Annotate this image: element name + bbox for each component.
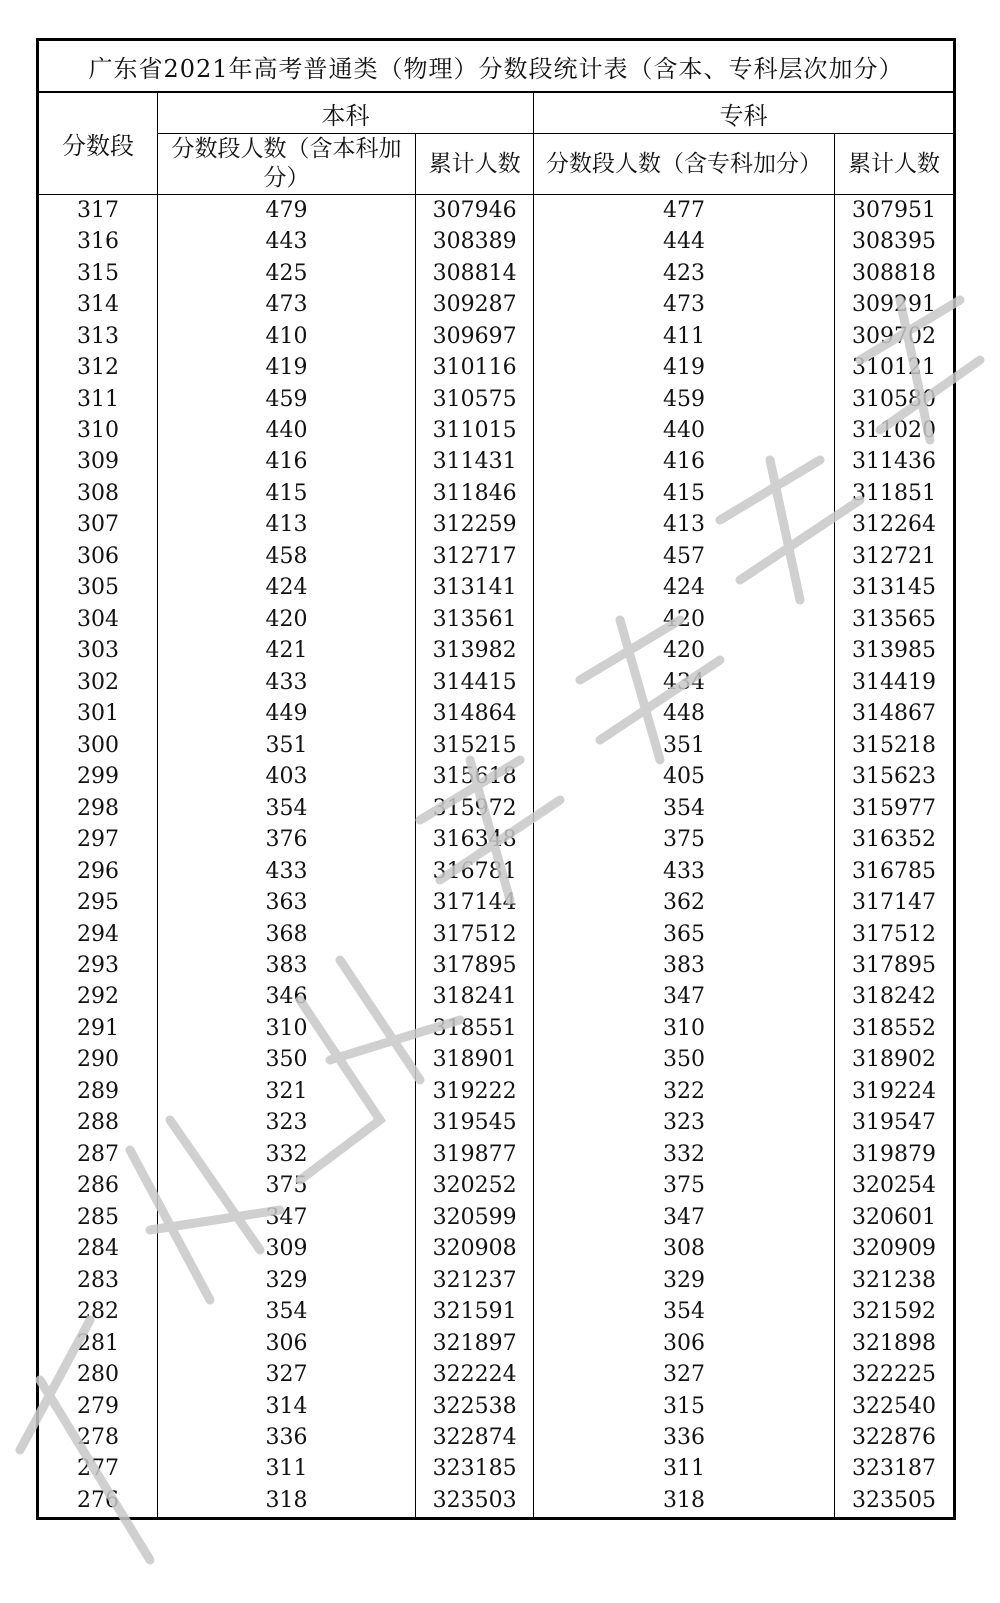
table-row bbox=[39, 761, 954, 792]
zhuanke-count-cell: 440 bbox=[534, 415, 835, 446]
benke-cumulative-cell: 322874 bbox=[416, 1422, 534, 1453]
score-cell: 289 bbox=[39, 1076, 158, 1107]
benke-count-cell: 306 bbox=[157, 1328, 415, 1359]
zhuanke-count-cell: 354 bbox=[534, 1296, 835, 1327]
table-row bbox=[39, 793, 954, 824]
zhuanke-count-cell: 457 bbox=[534, 541, 835, 572]
score-cell: 298 bbox=[39, 793, 158, 824]
benke-count-cell: 346 bbox=[157, 982, 415, 1013]
zhuanke-count-cell: 310 bbox=[534, 1013, 835, 1044]
score-cell: 294 bbox=[39, 919, 158, 950]
table-row bbox=[39, 1139, 954, 1170]
zhuanke-cumulative-cell: 310121 bbox=[834, 352, 953, 383]
zhuanke-header: 专科 bbox=[534, 92, 954, 134]
benke-count-cell: 327 bbox=[157, 1359, 415, 1390]
benke-count-cell: 311 bbox=[157, 1454, 415, 1485]
benke-count-cell: 354 bbox=[157, 793, 415, 824]
score-cell: 313 bbox=[39, 321, 158, 352]
benke-count-cell: 332 bbox=[157, 1139, 415, 1170]
benke-cumulative-cell: 313141 bbox=[416, 573, 534, 604]
table-row bbox=[39, 667, 954, 698]
benke-cumulative-cell: 320252 bbox=[416, 1171, 534, 1202]
benke-count-cell: 375 bbox=[157, 1171, 415, 1202]
benke-count-cell: 443 bbox=[157, 226, 415, 257]
zhuanke-count-cell: 434 bbox=[534, 667, 835, 698]
benke-count-cell: 368 bbox=[157, 919, 415, 950]
zhuanke-cumulative-cell: 319547 bbox=[834, 1108, 953, 1139]
benke-count-cell: 376 bbox=[157, 824, 415, 855]
zhuanke-count-cell: 420 bbox=[534, 636, 835, 667]
benke-cumulative-cell: 320908 bbox=[416, 1233, 534, 1264]
zhuanke-count-cell: 315 bbox=[534, 1391, 835, 1422]
score-cell: 276 bbox=[39, 1485, 158, 1517]
zhuanke-cumulative-cell: 313145 bbox=[834, 573, 953, 604]
zhuanke-count-cell: 416 bbox=[534, 447, 835, 478]
benke-cumulative-cell: 314864 bbox=[416, 699, 534, 730]
benke-count-cell: 383 bbox=[157, 950, 415, 981]
benke-cumulative-cell: 314415 bbox=[416, 667, 534, 698]
zhuanke-count-cell: 477 bbox=[534, 195, 835, 227]
benke-count-cell: 419 bbox=[157, 352, 415, 383]
benke-cumulative-cell: 322224 bbox=[416, 1359, 534, 1390]
benke-count-cell: 309 bbox=[157, 1233, 415, 1264]
zhuanke-cumulative-cell: 323187 bbox=[834, 1454, 953, 1485]
zhuanke-cumulative-cell: 317895 bbox=[834, 950, 953, 981]
zhuanke-count-cell: 362 bbox=[534, 887, 835, 918]
benke-cumulative-cell: 319222 bbox=[416, 1076, 534, 1107]
score-cell: 285 bbox=[39, 1202, 158, 1233]
zhuanke-count-cell: 329 bbox=[534, 1265, 835, 1296]
score-cell: 310 bbox=[39, 415, 158, 446]
table-row bbox=[39, 856, 954, 887]
table-row bbox=[39, 824, 954, 855]
benke-cumulative-cell: 310116 bbox=[416, 352, 534, 383]
zhuanke-cumulative-cell: 313565 bbox=[834, 604, 953, 635]
benke-count-cell: 440 bbox=[157, 415, 415, 446]
zhuanke-count-cell: 350 bbox=[534, 1045, 835, 1076]
score-cell: 305 bbox=[39, 573, 158, 604]
score-cell: 317 bbox=[39, 195, 158, 227]
zhuanke-cumulative-cell: 307951 bbox=[834, 195, 953, 227]
score-cell: 284 bbox=[39, 1233, 158, 1264]
score-cell: 301 bbox=[39, 699, 158, 730]
zhuanke-cumulative-cell: 317147 bbox=[834, 887, 953, 918]
benke-count-cell: 449 bbox=[157, 699, 415, 730]
zhuanke-count-cell: 347 bbox=[534, 982, 835, 1013]
zhuanke-cumulative-cell: 313985 bbox=[834, 636, 953, 667]
benke-count-cell: 336 bbox=[157, 1422, 415, 1453]
benke-cumulative-cell: 323503 bbox=[416, 1485, 534, 1517]
zhuanke-cumulative-cell: 320254 bbox=[834, 1171, 953, 1202]
score-cell: 297 bbox=[39, 824, 158, 855]
table-row bbox=[39, 1454, 954, 1485]
table-body bbox=[39, 195, 954, 1518]
zhuanke-cumulative-cell: 315218 bbox=[834, 730, 953, 761]
benke-cumulative-cell: 319877 bbox=[416, 1139, 534, 1170]
benke-cumulative-cell: 307946 bbox=[416, 195, 534, 227]
zhuanke-cumulative-cell: 323505 bbox=[834, 1485, 953, 1517]
score-cell: 292 bbox=[39, 982, 158, 1013]
benke-count-cell: 420 bbox=[157, 604, 415, 635]
benke-header: 本科 bbox=[157, 92, 533, 134]
table-title: 广东省2021年高考普通类（物理）分数段统计表（含本、专科层次加分） bbox=[39, 41, 954, 93]
score-cell: 309 bbox=[39, 447, 158, 478]
score-cell: 307 bbox=[39, 510, 158, 541]
benke-cumulative-cell: 313982 bbox=[416, 636, 534, 667]
benke-cumulative-cell: 312717 bbox=[416, 541, 534, 572]
score-cell: 287 bbox=[39, 1139, 158, 1170]
zhuanke-count-cell: 411 bbox=[534, 321, 835, 352]
zhuanke-count-cell: 375 bbox=[534, 1171, 835, 1202]
score-cell: 314 bbox=[39, 289, 158, 320]
score-cell: 316 bbox=[39, 226, 158, 257]
benke-cumulative-cell: 319545 bbox=[416, 1108, 534, 1139]
table-row bbox=[39, 478, 954, 509]
score-cell: 296 bbox=[39, 856, 158, 887]
table-row bbox=[39, 415, 954, 446]
benke-count-cell: 413 bbox=[157, 510, 415, 541]
zhuanke-count-cell: 318 bbox=[534, 1485, 835, 1517]
table-row bbox=[39, 982, 954, 1013]
table-row bbox=[39, 699, 954, 730]
zhuanke-cumulative-cell: 314419 bbox=[834, 667, 953, 698]
table-row bbox=[39, 258, 954, 289]
benke-cumulative-cell: 308389 bbox=[416, 226, 534, 257]
zhuanke-cumulative-header: 累计人数 bbox=[834, 134, 953, 195]
benke-cumulative-cell: 318551 bbox=[416, 1013, 534, 1044]
score-cell: 306 bbox=[39, 541, 158, 572]
benke-count-cell: 350 bbox=[157, 1045, 415, 1076]
benke-count-cell: 424 bbox=[157, 573, 415, 604]
score-cell: 302 bbox=[39, 667, 158, 698]
zhuanke-count-cell: 323 bbox=[534, 1108, 835, 1139]
score-cell: 280 bbox=[39, 1359, 158, 1390]
zhuanke-count-cell: 322 bbox=[534, 1076, 835, 1107]
benke-count-cell: 329 bbox=[157, 1265, 415, 1296]
benke-count-cell: 310 bbox=[157, 1013, 415, 1044]
score-cell: 281 bbox=[39, 1328, 158, 1359]
table-row bbox=[39, 950, 954, 981]
benke-cumulative-cell: 312259 bbox=[416, 510, 534, 541]
benke-count-cell: 354 bbox=[157, 1296, 415, 1327]
benke-cumulative-cell: 317512 bbox=[416, 919, 534, 950]
table-row bbox=[39, 1359, 954, 1390]
benke-cumulative-cell: 310575 bbox=[416, 384, 534, 415]
benke-count-cell: 363 bbox=[157, 887, 415, 918]
benke-count-cell: 473 bbox=[157, 289, 415, 320]
table-row bbox=[39, 289, 954, 320]
zhuanke-cumulative-cell: 309702 bbox=[834, 321, 953, 352]
table-row bbox=[39, 1045, 954, 1076]
zhuanke-cumulative-cell: 316352 bbox=[834, 824, 953, 855]
benke-count-cell: 433 bbox=[157, 667, 415, 698]
score-cell: 279 bbox=[39, 1391, 158, 1422]
zhuanke-cumulative-cell: 309291 bbox=[834, 289, 953, 320]
zhuanke-cumulative-cell: 311436 bbox=[834, 447, 953, 478]
table-row bbox=[39, 887, 954, 918]
zhuanke-count-cell: 308 bbox=[534, 1233, 835, 1264]
zhuanke-count-cell: 415 bbox=[534, 478, 835, 509]
table-row bbox=[39, 1171, 954, 1202]
table-row bbox=[39, 1233, 954, 1264]
table-row bbox=[39, 226, 954, 257]
benke-count-cell: 415 bbox=[157, 478, 415, 509]
zhuanke-count-cell: 354 bbox=[534, 793, 835, 824]
benke-count-cell: 458 bbox=[157, 541, 415, 572]
table-row bbox=[39, 447, 954, 478]
zhuanke-cumulative-cell: 318902 bbox=[834, 1045, 953, 1076]
score-cell: 283 bbox=[39, 1265, 158, 1296]
zhuanke-cumulative-cell: 308395 bbox=[834, 226, 953, 257]
benke-count-cell: 425 bbox=[157, 258, 415, 289]
zhuanke-cumulative-cell: 322540 bbox=[834, 1391, 953, 1422]
zhuanke-cumulative-cell: 311851 bbox=[834, 478, 953, 509]
benke-cumulative-header: 累计人数 bbox=[416, 134, 534, 195]
table-row bbox=[39, 321, 954, 352]
benke-count-cell: 433 bbox=[157, 856, 415, 887]
benke-cumulative-cell: 321897 bbox=[416, 1328, 534, 1359]
zhuanke-cumulative-cell: 308818 bbox=[834, 258, 953, 289]
benke-cumulative-cell: 311846 bbox=[416, 478, 534, 509]
score-cell: 286 bbox=[39, 1171, 158, 1202]
zhuanke-cumulative-cell: 315977 bbox=[834, 793, 953, 824]
benke-count-cell: 416 bbox=[157, 447, 415, 478]
zhuanke-cumulative-cell: 321592 bbox=[834, 1296, 953, 1327]
zhuanke-count-cell: 419 bbox=[534, 352, 835, 383]
zhuanke-count-cell: 347 bbox=[534, 1202, 835, 1233]
benke-cumulative-cell: 315618 bbox=[416, 761, 534, 792]
score-cell: 300 bbox=[39, 730, 158, 761]
zhuanke-count-cell: 424 bbox=[534, 573, 835, 604]
score-cell: 299 bbox=[39, 761, 158, 792]
table-row bbox=[39, 1296, 954, 1327]
benke-count-cell: 403 bbox=[157, 761, 415, 792]
benke-count-cell: 459 bbox=[157, 384, 415, 415]
table-row bbox=[39, 1076, 954, 1107]
zhuanke-cumulative-cell: 319224 bbox=[834, 1076, 953, 1107]
benke-cumulative-cell: 311431 bbox=[416, 447, 534, 478]
zhuanke-count-cell: 433 bbox=[534, 856, 835, 887]
benke-cumulative-cell: 315215 bbox=[416, 730, 534, 761]
table-row bbox=[39, 352, 954, 383]
benke-cumulative-cell: 322538 bbox=[416, 1391, 534, 1422]
zhuanke-count-cell: 405 bbox=[534, 761, 835, 792]
benke-count-cell: 323 bbox=[157, 1108, 415, 1139]
score-cell: 290 bbox=[39, 1045, 158, 1076]
benke-cumulative-cell: 316781 bbox=[416, 856, 534, 887]
zhuanke-count-header: 分数段人数（含专科加分） bbox=[534, 134, 835, 195]
benke-count-cell: 351 bbox=[157, 730, 415, 761]
score-cell: 312 bbox=[39, 352, 158, 383]
zhuanke-count-cell: 383 bbox=[534, 950, 835, 981]
zhuanke-count-cell: 444 bbox=[534, 226, 835, 257]
table-row bbox=[39, 573, 954, 604]
table-row bbox=[39, 1108, 954, 1139]
score-cell: 277 bbox=[39, 1454, 158, 1485]
score-cell: 308 bbox=[39, 478, 158, 509]
benke-count-cell: 321 bbox=[157, 1076, 415, 1107]
table-row bbox=[39, 541, 954, 572]
zhuanke-cumulative-cell: 322876 bbox=[834, 1422, 953, 1453]
table-row bbox=[39, 604, 954, 635]
benke-cumulative-cell: 321237 bbox=[416, 1265, 534, 1296]
zhuanke-count-cell: 375 bbox=[534, 824, 835, 855]
zhuanke-cumulative-cell: 314867 bbox=[834, 699, 953, 730]
table-row bbox=[39, 1328, 954, 1359]
benke-count-header: 分数段人数（含本科加分） bbox=[157, 134, 415, 195]
zhuanke-count-cell: 423 bbox=[534, 258, 835, 289]
table-row bbox=[39, 510, 954, 541]
zhuanke-cumulative-cell: 319879 bbox=[834, 1139, 953, 1170]
benke-count-cell: 347 bbox=[157, 1202, 415, 1233]
zhuanke-cumulative-cell: 317512 bbox=[834, 919, 953, 950]
zhuanke-count-cell: 365 bbox=[534, 919, 835, 950]
zhuanke-cumulative-cell: 316785 bbox=[834, 856, 953, 887]
zhuanke-cumulative-cell: 310580 bbox=[834, 384, 953, 415]
zhuanke-cumulative-cell: 320909 bbox=[834, 1233, 953, 1264]
benke-cumulative-cell: 317144 bbox=[416, 887, 534, 918]
table-row bbox=[39, 1202, 954, 1233]
zhuanke-count-cell: 448 bbox=[534, 699, 835, 730]
score-cell: 295 bbox=[39, 887, 158, 918]
zhuanke-count-cell: 327 bbox=[534, 1359, 835, 1390]
zhuanke-cumulative-cell: 320601 bbox=[834, 1202, 953, 1233]
zhuanke-count-cell: 306 bbox=[534, 1328, 835, 1359]
score-cell: 282 bbox=[39, 1296, 158, 1327]
zhuanke-count-cell: 413 bbox=[534, 510, 835, 541]
score-cell: 288 bbox=[39, 1108, 158, 1139]
zhuanke-cumulative-cell: 321238 bbox=[834, 1265, 953, 1296]
score-cell: 291 bbox=[39, 1013, 158, 1044]
table-row bbox=[39, 919, 954, 950]
zhuanke-cumulative-cell: 312264 bbox=[834, 510, 953, 541]
benke-cumulative-cell: 320599 bbox=[416, 1202, 534, 1233]
zhuanke-count-cell: 351 bbox=[534, 730, 835, 761]
table-row bbox=[39, 1422, 954, 1453]
benke-cumulative-cell: 308814 bbox=[416, 258, 534, 289]
benke-count-cell: 479 bbox=[157, 195, 415, 227]
zhuanke-cumulative-cell: 321898 bbox=[834, 1328, 953, 1359]
zhuanke-cumulative-cell: 322225 bbox=[834, 1359, 953, 1390]
score-cell: 304 bbox=[39, 604, 158, 635]
benke-count-cell: 410 bbox=[157, 321, 415, 352]
score-table bbox=[38, 40, 954, 1518]
table-row bbox=[39, 195, 954, 227]
zhuanke-count-cell: 473 bbox=[534, 289, 835, 320]
zhuanke-count-cell: 336 bbox=[534, 1422, 835, 1453]
score-table-document bbox=[36, 38, 956, 1520]
score-cell: 315 bbox=[39, 258, 158, 289]
benke-cumulative-cell: 317895 bbox=[416, 950, 534, 981]
table-row bbox=[39, 1265, 954, 1296]
zhuanke-cumulative-cell: 318552 bbox=[834, 1013, 953, 1044]
table-row bbox=[39, 1013, 954, 1044]
benke-cumulative-cell: 315972 bbox=[416, 793, 534, 824]
benke-cumulative-cell: 323185 bbox=[416, 1454, 534, 1485]
zhuanke-count-cell: 311 bbox=[534, 1454, 835, 1485]
score-cell: 311 bbox=[39, 384, 158, 415]
benke-cumulative-cell: 318241 bbox=[416, 982, 534, 1013]
benke-cumulative-cell: 313561 bbox=[416, 604, 534, 635]
zhuanke-cumulative-cell: 312721 bbox=[834, 541, 953, 572]
benke-cumulative-cell: 318901 bbox=[416, 1045, 534, 1076]
benke-count-cell: 314 bbox=[157, 1391, 415, 1422]
table-row bbox=[39, 384, 954, 415]
table-row bbox=[39, 1485, 954, 1517]
score-header: 分数段 bbox=[39, 92, 158, 195]
score-cell: 303 bbox=[39, 636, 158, 667]
table-row bbox=[39, 1391, 954, 1422]
benke-cumulative-cell: 309697 bbox=[416, 321, 534, 352]
benke-cumulative-cell: 309287 bbox=[416, 289, 534, 320]
zhuanke-count-cell: 459 bbox=[534, 384, 835, 415]
table-row bbox=[39, 730, 954, 761]
benke-cumulative-cell: 321591 bbox=[416, 1296, 534, 1327]
zhuanke-cumulative-cell: 318242 bbox=[834, 982, 953, 1013]
zhuanke-count-cell: 332 bbox=[534, 1139, 835, 1170]
zhuanke-count-cell: 420 bbox=[534, 604, 835, 635]
benke-cumulative-cell: 316348 bbox=[416, 824, 534, 855]
zhuanke-cumulative-cell: 315623 bbox=[834, 761, 953, 792]
zhuanke-cumulative-cell: 311020 bbox=[834, 415, 953, 446]
benke-cumulative-cell: 311015 bbox=[416, 415, 534, 446]
table-row bbox=[39, 636, 954, 667]
score-cell: 293 bbox=[39, 950, 158, 981]
score-cell: 278 bbox=[39, 1422, 158, 1453]
benke-count-cell: 421 bbox=[157, 636, 415, 667]
benke-count-cell: 318 bbox=[157, 1485, 415, 1517]
